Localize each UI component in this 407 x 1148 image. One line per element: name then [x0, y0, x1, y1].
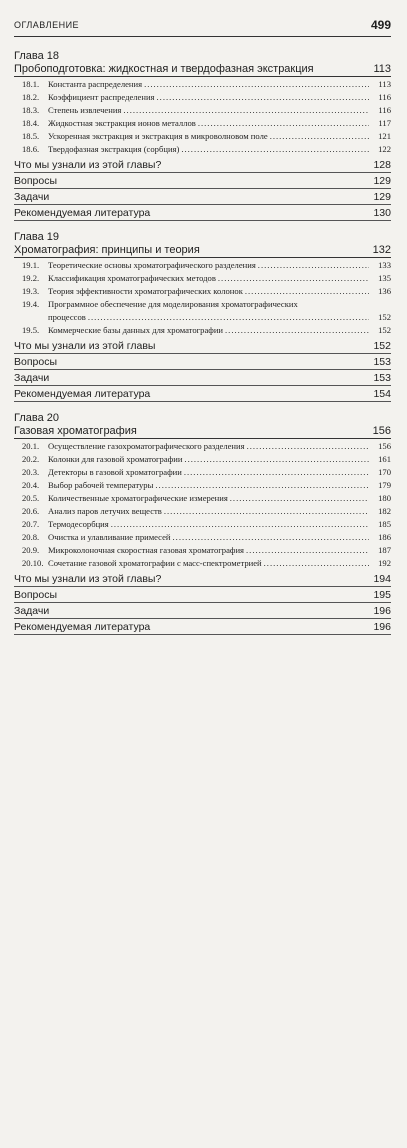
entry-number: 20.4. [22, 480, 40, 490]
entry-page: 185 [378, 519, 391, 529]
section-page: 194 [373, 573, 391, 585]
entry-page: 121 [378, 131, 391, 141]
entry-page: 192 [378, 558, 391, 568]
dot-leader [164, 506, 369, 516]
entry-number: 20.5. [22, 493, 40, 503]
entry-page: 117 [378, 118, 391, 128]
entry-page: 116 [378, 92, 391, 102]
entry-number: 19.1. [22, 260, 40, 270]
dot-leader [270, 131, 369, 141]
dot-leader [184, 454, 369, 464]
chapter-title-row[interactable] [14, 425, 391, 439]
toc-entry[interactable] [14, 493, 391, 506]
section-page: 195 [373, 589, 391, 601]
section-page: 154 [373, 388, 391, 400]
section-title: Что мы узнали из этой главы? [14, 159, 162, 171]
dot-leader [264, 558, 369, 568]
entry-number: 19.2. [22, 273, 40, 283]
toc-entry[interactable] [14, 105, 391, 118]
toc-entry[interactable] [14, 441, 391, 454]
entry-number: 20.8. [22, 532, 40, 542]
section-page: 152 [373, 340, 391, 352]
toc-entry[interactable] [14, 260, 391, 273]
toc-section[interactable] [14, 175, 391, 189]
section-title: Задачи [14, 605, 50, 617]
entry-number: 18.6. [22, 144, 40, 154]
section-title: Рекомендуемая литература [14, 207, 151, 219]
chapter-label: Глава 19 [14, 231, 60, 243]
toc-entry[interactable] [14, 325, 391, 338]
toc-entry[interactable] [14, 299, 391, 312]
entry-title: Программное обеспечение для моделирования хроматографических [48, 299, 298, 309]
entry-title: Теория эффективности хроматографических колонок [48, 286, 243, 296]
entry-number: 19.5. [22, 325, 40, 335]
entry-title: Выбор рабочей температуры [48, 480, 154, 490]
toc-entry[interactable] [14, 286, 391, 299]
toc-entry[interactable] [14, 79, 391, 92]
entry-number: 20.1. [22, 441, 40, 451]
toc-entry[interactable] [14, 118, 391, 131]
entry-title: Количественные хроматографические измерения [48, 493, 228, 503]
dot-leader [157, 92, 369, 102]
toc-entry[interactable] [14, 558, 391, 571]
toc-section[interactable] [14, 207, 391, 221]
entry-page: 182 [378, 506, 391, 516]
section-page: 129 [373, 191, 391, 203]
running-header [14, 18, 391, 34]
entry-number: 18.4. [22, 118, 40, 128]
entry-number: 20.9. [22, 545, 40, 555]
toc-entry[interactable] [14, 312, 391, 325]
toc-entry[interactable] [14, 454, 391, 467]
toc-section[interactable] [14, 372, 391, 386]
entry-title: Степень извлечения [48, 105, 122, 115]
chapter-page: 113 [373, 63, 391, 75]
toc-section[interactable] [14, 191, 391, 205]
section-title: Вопросы [14, 175, 58, 187]
entry-page: 186 [378, 532, 391, 542]
section-page: 196 [373, 605, 391, 617]
dot-leader [225, 325, 369, 335]
chapter-gap [14, 402, 391, 412]
entry-page: 113 [378, 79, 391, 89]
chapter-page: 132 [372, 244, 391, 256]
dot-leader [144, 79, 369, 89]
chapter-title: Газовая хроматография [14, 425, 137, 437]
dot-leader [246, 545, 369, 555]
table-of-contents [14, 50, 391, 635]
entry-number: 18.5. [22, 131, 40, 141]
toc-entry[interactable] [14, 506, 391, 519]
toc-section[interactable] [14, 605, 391, 619]
entry-title: Детекторы в газовой хроматографии [48, 467, 182, 477]
entry-number: 19.3. [22, 286, 40, 296]
entry-page: 116 [378, 105, 391, 115]
chapter-label: Глава 20 [14, 412, 60, 424]
entry-title: Очистка и улавливание примесей [48, 532, 171, 542]
section-title: Что мы узнали из этой главы [14, 340, 156, 352]
entry-title: Ускоренная экстракция и экстракция в микроволновом поле [48, 131, 268, 141]
entry-page: 156 [378, 441, 391, 451]
entry-number: 20.10. [22, 558, 44, 568]
page-number: 499 [370, 18, 391, 32]
entry-page: 122 [378, 144, 391, 154]
toc-entry[interactable] [14, 532, 391, 545]
entry-number: 20.3. [22, 467, 40, 477]
toc-entry[interactable] [14, 144, 391, 157]
section-title: Что мы узнали из этой главы? [14, 573, 162, 585]
toc-entry[interactable] [14, 131, 391, 144]
entry-number: 18.3. [22, 105, 40, 115]
chapter-title: Пробоподготовка: жидкостная и твердофазная экстракция [14, 63, 314, 75]
section-page: 153 [373, 356, 391, 368]
entry-title: Микроколоночная скоростная газовая хроматография [48, 545, 245, 555]
chapter-label: Глава 18 [14, 50, 60, 62]
dot-leader [123, 105, 369, 115]
entry-title: Анализ паров летучих веществ [48, 506, 162, 516]
entry-page: 152 [378, 312, 391, 322]
entry-page: 179 [378, 480, 391, 490]
dot-leader [173, 532, 369, 542]
section-page: 196 [373, 621, 391, 633]
dot-leader [181, 144, 369, 154]
toc-section[interactable] [14, 340, 391, 354]
dot-leader [111, 519, 369, 529]
dot-leader [218, 273, 369, 283]
entry-page: 135 [378, 273, 391, 283]
toc-entry[interactable] [14, 92, 391, 105]
entry-title: Осуществление газохроматографического разделения [48, 441, 245, 451]
entry-number: 19.4. [22, 299, 40, 309]
dot-leader [155, 480, 369, 490]
entry-title: процессов [48, 312, 86, 322]
toc-section[interactable] [14, 159, 391, 173]
toc-section[interactable] [14, 356, 391, 370]
entry-title: Твердофазная экстракция (сорбция) [48, 144, 180, 154]
header-title: ОГЛАВЛЕНИЕ [14, 20, 80, 30]
toc-section[interactable] [14, 589, 391, 603]
dot-leader [247, 441, 369, 451]
toc-section[interactable] [14, 621, 391, 635]
entry-page: 170 [378, 467, 391, 477]
entry-title: Константа распределения [48, 79, 143, 89]
chapter-gap [14, 221, 391, 231]
toc-section[interactable] [14, 388, 391, 402]
entry-title: Термодесорбция [48, 519, 109, 529]
dot-leader [184, 467, 369, 477]
header-rule [14, 36, 391, 37]
entry-page: 136 [378, 286, 391, 296]
dot-leader [198, 118, 369, 128]
chapter-page: 156 [372, 425, 391, 437]
section-title: Рекомендуемая литература [14, 621, 151, 633]
entry-title: Жидкостная экстракция ионов металлов [48, 118, 196, 128]
entry-page: 180 [378, 493, 391, 503]
entry-number: 18.2. [22, 92, 40, 102]
chapter-title-row[interactable] [14, 63, 391, 77]
entry-page: 152 [378, 325, 391, 335]
section-title: Рекомендуемая литература [14, 388, 151, 400]
entry-number: 20.7. [22, 519, 40, 529]
chapter-title: Хроматография: принципы и теория [14, 244, 200, 256]
section-title: Задачи [14, 372, 50, 384]
entry-number: 20.6. [22, 506, 40, 516]
toc-entry[interactable] [14, 480, 391, 493]
entry-number: 18.1. [22, 79, 40, 89]
entry-title: Сочетание газовой хроматографии с масс-спектрометрией [48, 558, 262, 568]
section-page: 128 [373, 159, 391, 171]
toc-entry[interactable] [14, 545, 391, 558]
toc-section[interactable] [14, 573, 391, 587]
chapter-title-row[interactable] [14, 244, 391, 258]
entry-title: Теоретические основы хроматографического разделения [48, 260, 256, 270]
section-page: 129 [373, 175, 391, 187]
dot-leader [245, 286, 369, 296]
toc-entry[interactable] [14, 519, 391, 532]
entry-title: Классификация хроматографических методов [48, 273, 216, 283]
entry-page: 133 [378, 260, 391, 270]
section-page: 153 [373, 372, 391, 384]
entry-page: 161 [378, 454, 391, 464]
toc-entry[interactable] [14, 273, 391, 286]
dot-leader [230, 493, 369, 503]
toc-entry[interactable] [14, 467, 391, 480]
dot-leader [258, 260, 369, 270]
entry-page: 187 [378, 545, 391, 555]
entry-number: 20.2. [22, 454, 40, 464]
section-page: 130 [373, 207, 391, 219]
section-title: Вопросы [14, 589, 58, 601]
entry-title: Коэффициент распределения [48, 92, 155, 102]
dot-leader [88, 312, 369, 322]
entry-title: Колонки для газовой хроматографии [48, 454, 183, 464]
section-title: Задачи [14, 191, 50, 203]
entry-title: Коммерческие базы данных для хроматографии [48, 325, 224, 335]
section-title: Вопросы [14, 356, 58, 368]
